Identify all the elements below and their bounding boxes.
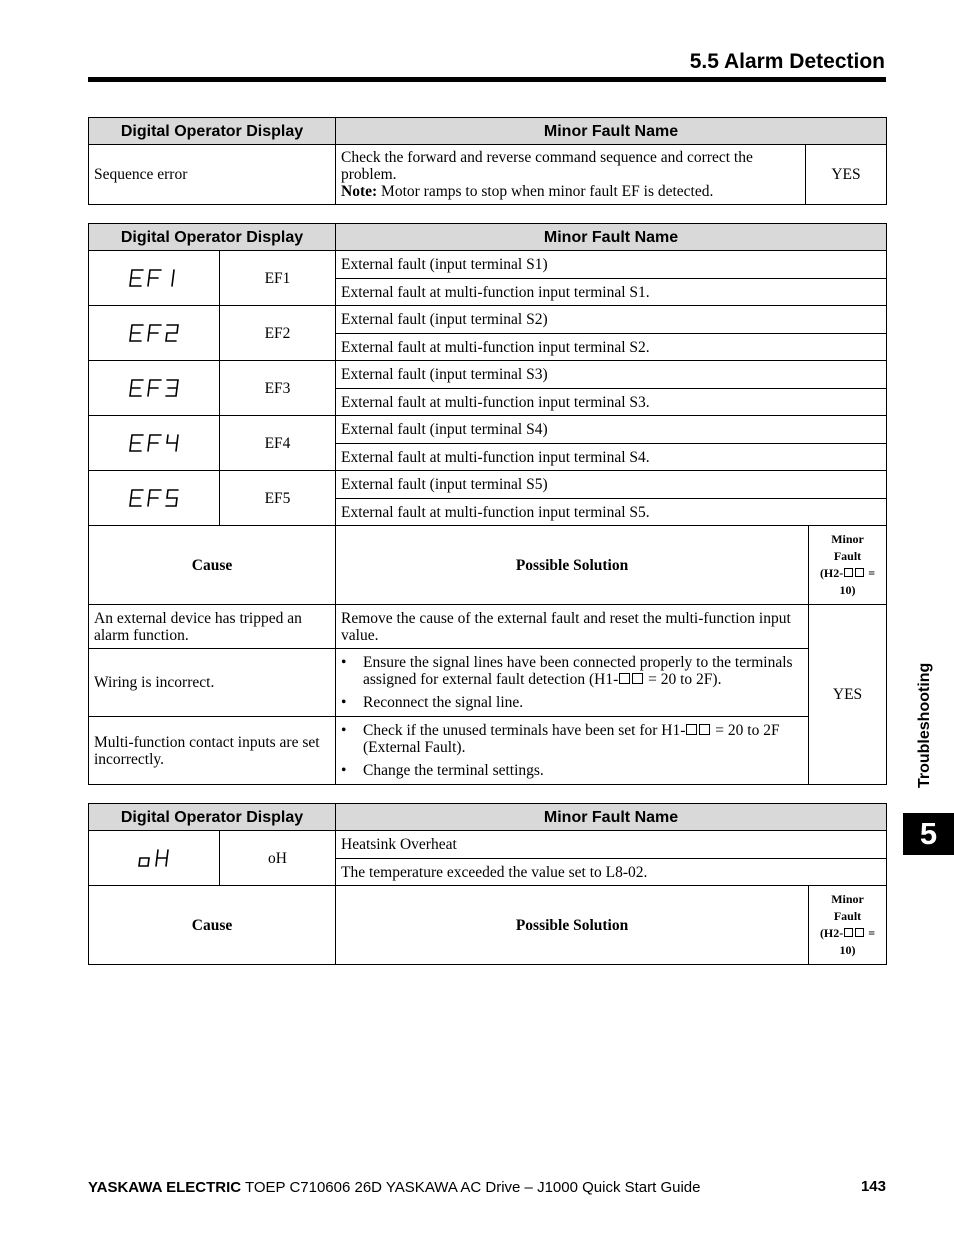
fault-description: The temperature exceeded the value set to L8-02. bbox=[336, 859, 887, 886]
minor-fault-value: YES bbox=[809, 605, 887, 785]
seven-segment-oh-icon bbox=[89, 831, 220, 886]
col-header-minor-fault: Minor Fault (H2- = 10) bbox=[809, 886, 887, 965]
fault-code: EF1 bbox=[220, 251, 336, 306]
heatsink-overheat-table bbox=[88, 803, 887, 965]
fault-code: EF3 bbox=[220, 361, 336, 416]
page-number: 143 bbox=[860, 1178, 886, 1195]
sequence-error-solution bbox=[336, 145, 806, 205]
placeholder-box-icon bbox=[632, 673, 643, 684]
col-header-possible-solution: Possible Solution bbox=[336, 526, 809, 605]
placeholder-box-icon bbox=[619, 673, 630, 684]
solution-text: Check the forward and reverse command sequence and correct the problem. bbox=[341, 149, 753, 183]
fault-description: External fault at multi-function input terminal S2. bbox=[336, 334, 887, 361]
sequence-error-table bbox=[88, 117, 887, 205]
solution-text: Remove the cause of the external fault and reset the multi-function input value. bbox=[336, 605, 809, 649]
seven-segment-ef1-icon bbox=[89, 251, 220, 306]
fault-description: External fault at multi-function input terminal S4. bbox=[336, 444, 887, 471]
fault-description: External fault at multi-function input terminal S3. bbox=[336, 389, 887, 416]
side-tab-label: Troubleshooting bbox=[916, 662, 933, 788]
cause-text: Multi-function contact inputs are set incorrectly. bbox=[89, 717, 336, 785]
cause-text: Wiring is incorrect. bbox=[89, 649, 336, 717]
fault-description: External fault at multi-function input terminal S5. bbox=[336, 499, 887, 526]
minor-fault-value: YES bbox=[806, 145, 887, 205]
solution-bullet: • Ensure the signal lines have been connected properly to the terminals assigned for external fault detection (H1- = 20 to 2F). bbox=[341, 654, 803, 688]
fault-code: oH bbox=[220, 831, 336, 886]
fault-name: External fault (input terminal S5) bbox=[336, 471, 887, 499]
seven-segment-ef2-icon bbox=[89, 306, 220, 361]
seven-segment-ef5-icon bbox=[89, 471, 220, 526]
title-rule bbox=[88, 77, 886, 82]
solution-list bbox=[336, 649, 809, 717]
col-header-fault-name: Minor Fault Name bbox=[336, 804, 887, 831]
fault-name: External fault (input terminal S1) bbox=[336, 251, 887, 279]
cause-text: An external device has tripped an alarm function. bbox=[89, 605, 336, 649]
placeholder-box-icon bbox=[686, 724, 697, 735]
fault-name: Heatsink Overheat bbox=[336, 831, 887, 859]
placeholder-box-icon bbox=[844, 928, 853, 937]
col-header-fault-name: Minor Fault Name bbox=[336, 118, 887, 145]
section-title: 5.5 Alarm Detection bbox=[689, 50, 885, 73]
col-header-minor-fault: Minor Fault (H2- = 10) bbox=[809, 526, 887, 605]
solution-bullet: • Change the terminal settings. bbox=[341, 762, 803, 779]
fault-code: EF4 bbox=[220, 416, 336, 471]
col-header-fault-name: Minor Fault Name bbox=[336, 224, 887, 251]
fault-code: EF2 bbox=[220, 306, 336, 361]
placeholder-box-icon bbox=[699, 724, 710, 735]
solution-bullet: • Check if the unused terminals have been set for H1- = 20 to 2F (External Fault). bbox=[341, 722, 803, 756]
placeholder-box-icon bbox=[855, 568, 864, 577]
col-header-display: Digital Operator Display bbox=[89, 224, 336, 251]
col-header-display: Digital Operator Display bbox=[89, 118, 336, 145]
placeholder-box-icon bbox=[844, 568, 853, 577]
fault-name: External fault (input terminal S2) bbox=[336, 306, 887, 334]
fault-code: EF5 bbox=[220, 471, 336, 526]
note-text: Motor ramps to stop when minor fault EF is detected. bbox=[377, 183, 714, 200]
footer-brand: YASKAWA ELECTRIC bbox=[88, 1179, 242, 1196]
solution-bullet: • Reconnect the signal line. bbox=[341, 694, 803, 711]
sequence-error-label: Sequence error bbox=[89, 145, 336, 205]
col-header-cause: Cause bbox=[89, 526, 336, 605]
footer bbox=[88, 1179, 700, 1196]
col-header-display: Digital Operator Display bbox=[89, 804, 336, 831]
note-label: Note: bbox=[341, 183, 378, 200]
solution-list bbox=[336, 717, 809, 785]
fault-description: External fault at multi-function input terminal S1. bbox=[336, 279, 887, 306]
fault-name: External fault (input terminal S4) bbox=[336, 416, 887, 444]
col-header-cause: Cause bbox=[89, 886, 336, 965]
seven-segment-ef3-icon bbox=[89, 361, 220, 416]
fault-name: External fault (input terminal S3) bbox=[336, 361, 887, 389]
chapter-tab: 5 bbox=[903, 813, 954, 855]
placeholder-box-icon bbox=[855, 928, 864, 937]
col-header-possible-solution: Possible Solution bbox=[336, 886, 809, 965]
footer-doc: TOEP C710606 26D YASKAWA AC Drive – J1000 Quick Start Guide bbox=[241, 1179, 701, 1196]
seven-segment-ef4-icon bbox=[89, 416, 220, 471]
external-fault-table bbox=[88, 223, 887, 785]
